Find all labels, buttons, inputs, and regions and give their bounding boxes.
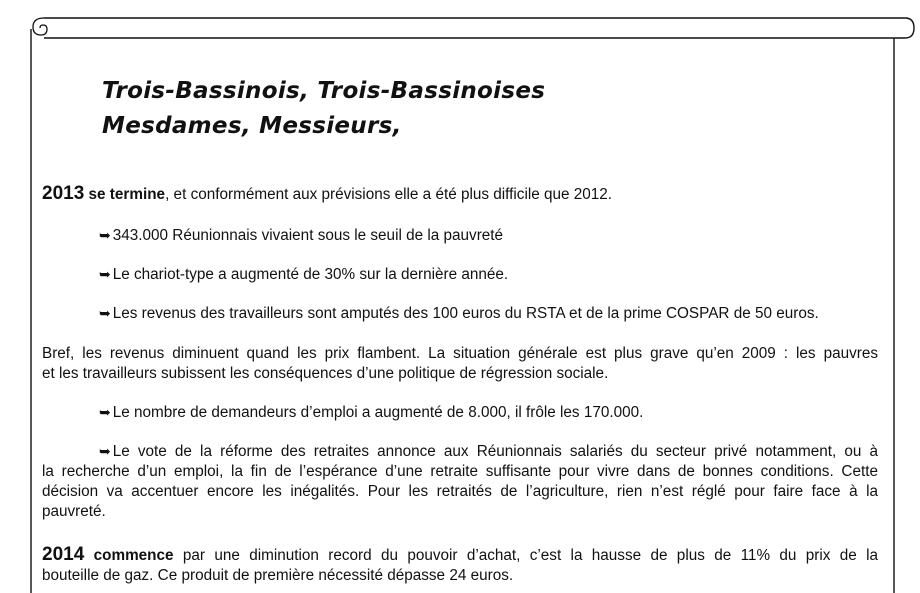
- bullet-chariot: [99, 264, 508, 285]
- arrow-icon: ➥: [99, 443, 111, 459]
- lead-2014: commence: [84, 547, 174, 564]
- retraites-line-1: ➥ Le vote de la réforme des retraites annonce aux Réunionnais salariés du secteur privé notamment, ou à: [99, 443, 878, 460]
- retraites-line-3: décision va accentuer encore les inégalités. Pour les retraités de l’agriculture, rien n’est réglé pour faire face à la: [42, 483, 878, 500]
- paragraph-retraites: [42, 441, 878, 522]
- bref-line-2: et les travailleurs subissent les conséquences d’une politique de régression sociale.: [42, 365, 609, 382]
- paragraph-2014: [42, 545, 878, 586]
- greeting-line-2: Mesdames, Messieurs,: [102, 113, 402, 139]
- paragraph-2013: [42, 184, 612, 205]
- bullet-pauvrete: [99, 225, 503, 246]
- lead-2013: se termine: [84, 186, 166, 203]
- year-2013: 2013: [42, 183, 85, 204]
- arrow-icon: ➥: [99, 404, 111, 420]
- retraites-line-4: pauvreté.: [42, 503, 106, 520]
- bullet-text: 343.000 Réunionnais vivaient sous le seuil de la pauvreté: [112, 227, 504, 244]
- year-2014: 2014: [42, 544, 85, 565]
- bullet-text: Les revenus des travailleurs sont amputés des 100 euros du RSTA et de la prime COSPAR de 50 euros.: [112, 305, 819, 322]
- para-2014-line-1: 2014 commence par une diminution record du pouvoir d’achat, c’est la hausse de plus de 11% du prix de la: [42, 544, 878, 565]
- bref-line-1: Bref, les revenus diminuent quand les prix flambent. La situation générale est plus grave qu’en 2009 : les pauvres: [42, 345, 878, 362]
- paragraph-bref: [42, 344, 878, 384]
- arrow-icon: ➥: [99, 305, 111, 321]
- retraites-line-2: la recherche d’un emploi, la fin de l’espérance d’une retraite suffisante pour vivre dans de bonnes conditions. Cette: [42, 463, 878, 480]
- arrow-icon: ➥: [99, 227, 111, 243]
- greeting-line-1: Trois-Bassinois, Trois-Bassinoises: [102, 78, 546, 104]
- bullet-emploi: [99, 402, 643, 423]
- bullet-text: Le chariot-type a augmenté de 30% sur la dernière année.: [112, 266, 509, 283]
- arrow-icon: ➥: [99, 266, 111, 282]
- para-2014-line-2: bouteille de gaz. Ce produit de première nécessité dépasse 24 euros.: [42, 567, 514, 584]
- text-2013: , et conformément aux prévisions elle a été plus difficile que 2012.: [165, 186, 613, 203]
- bullet-revenus: [99, 303, 819, 324]
- bullet-text: Le nombre de demandeurs d’emploi a augmenté de 8.000, il frôle les 170.000.: [112, 404, 644, 421]
